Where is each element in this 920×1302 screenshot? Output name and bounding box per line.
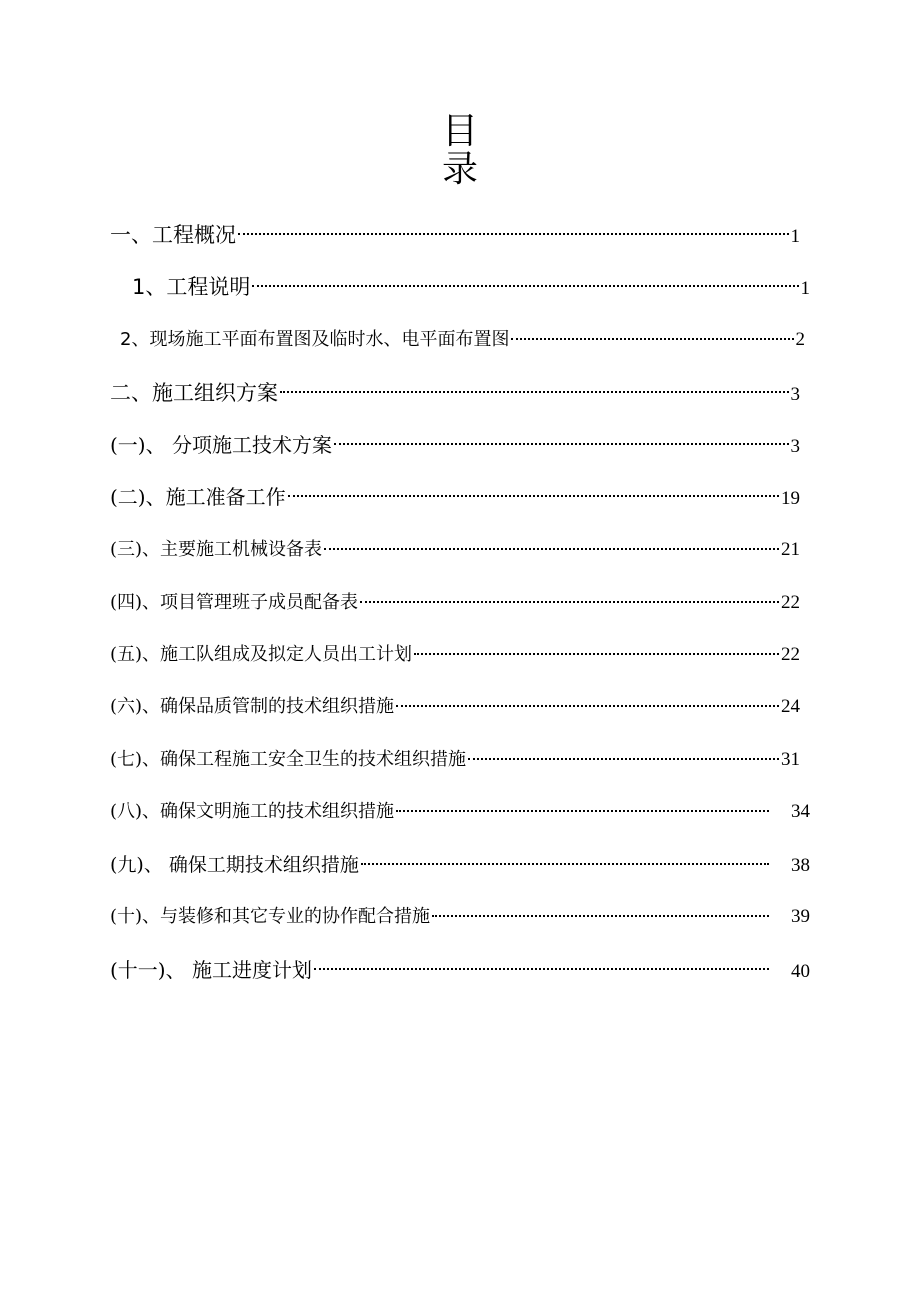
toc-entry-6[interactable]	[110, 482, 800, 512]
dot-leader	[360, 600, 779, 603]
toc-entry-page: 21	[781, 539, 800, 560]
toc-entry-13[interactable]	[110, 850, 810, 880]
toc-entry-label: 一、工程概况	[110, 223, 236, 247]
toc-entry-10[interactable]	[110, 692, 800, 722]
dot-leader	[324, 547, 779, 550]
toc-entry-5[interactable]	[110, 430, 800, 460]
toc-entry-label: 2、现场施工平面布置图及临时水、电平面布置图	[120, 329, 510, 350]
toc-entry-label: (四)、项目管理班子成员配备表	[110, 592, 359, 613]
toc-entry-page: 22	[781, 644, 800, 665]
toc-entry-page: 40	[791, 961, 810, 982]
toc-entry-label: (十一)、 施工进度计划	[110, 958, 312, 982]
toc-entry-label: (一)、 分项施工技术方案	[110, 433, 332, 457]
dot-leader	[468, 757, 779, 760]
toc-entry-page: 31	[781, 749, 800, 770]
dot-leader	[288, 494, 779, 497]
dot-leader	[314, 967, 769, 970]
dot-leader	[511, 337, 793, 340]
toc-entry-page: 19	[781, 488, 800, 509]
toc-entry-page: 34	[791, 801, 810, 822]
toc-entry-15[interactable]	[110, 955, 810, 985]
dot-leader	[334, 442, 789, 445]
toc-entry-2[interactable]	[132, 272, 810, 302]
dot-leader	[432, 914, 769, 917]
toc-entry-4[interactable]	[110, 378, 800, 408]
dot-leader	[280, 390, 789, 393]
toc-entry-label: (六)、确保品质管制的技术组织措施	[110, 696, 395, 717]
toc-entry-page: 3	[790, 384, 800, 405]
toc-entry-label: (三)、主要施工机械设备表	[110, 539, 323, 560]
toc-entry-9[interactable]	[110, 640, 800, 670]
toc-entry-7[interactable]	[110, 535, 800, 565]
toc-entry-page: 22	[781, 592, 800, 613]
toc-entry-12[interactable]	[110, 797, 810, 827]
toc-entry-label: 二、施工组织方案	[110, 381, 278, 405]
toc-entry-label: (二)、施工准备工作	[110, 485, 286, 509]
toc-entry-3[interactable]	[120, 325, 805, 355]
toc-entry-label: (五)、施工队组成及拟定人员出工计划	[110, 644, 413, 665]
toc-entry-label: 1、工程说明	[132, 275, 251, 299]
toc-entry-14[interactable]	[110, 902, 810, 932]
toc-entry-8[interactable]	[110, 588, 800, 618]
toc-entry-label: (八)、确保文明施工的技术组织措施	[110, 801, 395, 822]
dot-leader	[252, 284, 798, 287]
toc-entry-label: (七)、确保工程施工安全卫生的技术组织措施	[110, 749, 467, 770]
toc-entry-1[interactable]	[110, 220, 800, 250]
toc-entry-page: 38	[791, 855, 810, 876]
toc-entry-page: 2	[795, 329, 805, 350]
toc-title-char-1: 目	[441, 111, 478, 152]
toc-entry-page: 24	[781, 696, 800, 717]
dot-leader	[396, 809, 769, 812]
toc-title-char-2: 录	[441, 149, 478, 190]
toc-entry-page: 3	[790, 436, 800, 457]
toc-entry-label: (九)、 确保工期技术组织措施	[110, 854, 359, 876]
dot-leader	[414, 652, 779, 655]
dot-leader	[396, 704, 779, 707]
toc-entry-11[interactable]	[110, 745, 800, 775]
toc-entry-page: 1	[800, 278, 810, 299]
dot-leader	[361, 862, 769, 865]
toc-entry-page: 39	[791, 906, 810, 927]
toc-entry-label: (十)、与装修和其它专业的协作配合措施	[110, 906, 431, 927]
toc-entry-page: 1	[790, 226, 800, 247]
dot-leader	[238, 232, 789, 235]
